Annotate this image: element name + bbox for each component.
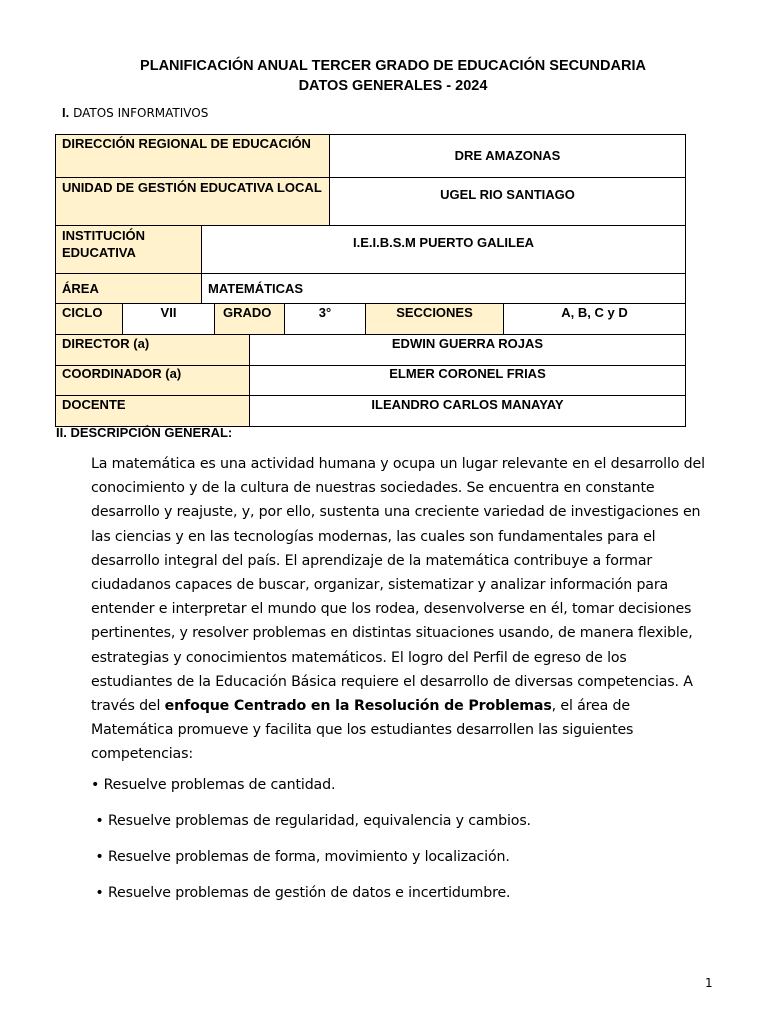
docente-value: ILEANDRO CARLOS MANAYAY bbox=[249, 395, 686, 427]
secciones-value: A, B, C y D bbox=[503, 303, 686, 335]
grado-label: GRADO bbox=[214, 303, 285, 335]
section-1-heading bbox=[62, 105, 208, 120]
coordinador-label: COORDINADOR (a) bbox=[55, 365, 250, 396]
competency-item: • Resuelve problemas de cantidad. bbox=[91, 777, 336, 793]
ciclo-value: VII bbox=[122, 303, 215, 335]
ie-label: INSTITUCIÓN EDUCATIVA bbox=[55, 225, 202, 274]
area-label: ÁREA bbox=[55, 273, 202, 304]
document-title bbox=[0, 56, 768, 96]
section-2-heading: II. DESCRIPCIÓN GENERAL: bbox=[56, 425, 233, 440]
competency-item: • Resuelve problemas de forma, movimiento y localización. bbox=[91, 849, 510, 865]
title-line-2: DATOS GENERALES - 2024 bbox=[298, 78, 488, 94]
competency-item: • Resuelve problemas de regularidad, equivalencia y cambios. bbox=[91, 813, 531, 829]
director-label: DIRECTOR (a) bbox=[55, 334, 250, 366]
area-value: MATEMÁTICAS bbox=[201, 273, 686, 304]
paragraph-bold-text: enfoque Centrado en la Resolución de Problemas bbox=[164, 698, 552, 715]
docente-label: DOCENTE bbox=[55, 395, 250, 427]
description-paragraph bbox=[91, 452, 711, 767]
dre-value: DRE AMAZONAS bbox=[329, 134, 686, 178]
section-1-number: I. bbox=[62, 105, 70, 120]
section-1-title: DATOS INFORMATIVOS bbox=[73, 106, 209, 120]
ugel-label: UNIDAD DE GESTIÓN EDUCATIVA LOCAL bbox=[55, 177, 330, 226]
paragraph-text-1: La matemática es una actividad humana y ocupa un lugar relevante en el desarrollo del conocimiento y de la cultura de nuestras sociedades. Se encuentra en constante desarrollo y reajuste, y, por ello, sustenta una creciente variedad de investigaciones en las ciencias y en las tecnologías modernas, las cuales son fundamentales para el desarrollo integral del país. El aprendizaje de la matemática contribuye a formar ciudadanos capaces de buscar, organizar, sistematizar y analizar información para entender e interpretar el mundo que los rodea, desenvolverse en él, tomar decisiones pertinentes, y resolver problemas en distintas situaciones usando, de manera flexible, estrategias y conocimientos matemáticos. El logro del Perfil de egreso de los estudiantes de la Educación Básica requiere el desarrollo de diversas competencias. A través del bbox=[91, 456, 705, 715]
grado-value: 3° bbox=[284, 303, 366, 335]
page-number: 1 bbox=[705, 976, 713, 990]
secciones-label: SECCIONES bbox=[365, 303, 504, 335]
ie-value: I.E.I.B.S.M PUERTO GALILEA bbox=[201, 225, 686, 274]
director-value: EDWIN GUERRA ROJAS bbox=[249, 334, 686, 366]
paragraph-text-2: , el área de Matemática promueve y facilita que los estudiantes desarrollen las siguientes competencias: bbox=[91, 698, 634, 763]
coordinador-value: ELMER CORONEL FRIAS bbox=[249, 365, 686, 396]
ugel-value: UGEL RIO SANTIAGO bbox=[329, 177, 686, 226]
dre-label: DIRECCIÓN REGIONAL DE EDUCACIÓN bbox=[55, 134, 330, 178]
title-line-1: PLANIFICACIÓN ANUAL TERCER GRADO DE EDUCACIÓN SECUNDARIA bbox=[140, 58, 646, 74]
ciclo-label: CICLO bbox=[55, 303, 123, 335]
competency-item: • Resuelve problemas de gestión de datos e incertidumbre. bbox=[91, 885, 511, 901]
